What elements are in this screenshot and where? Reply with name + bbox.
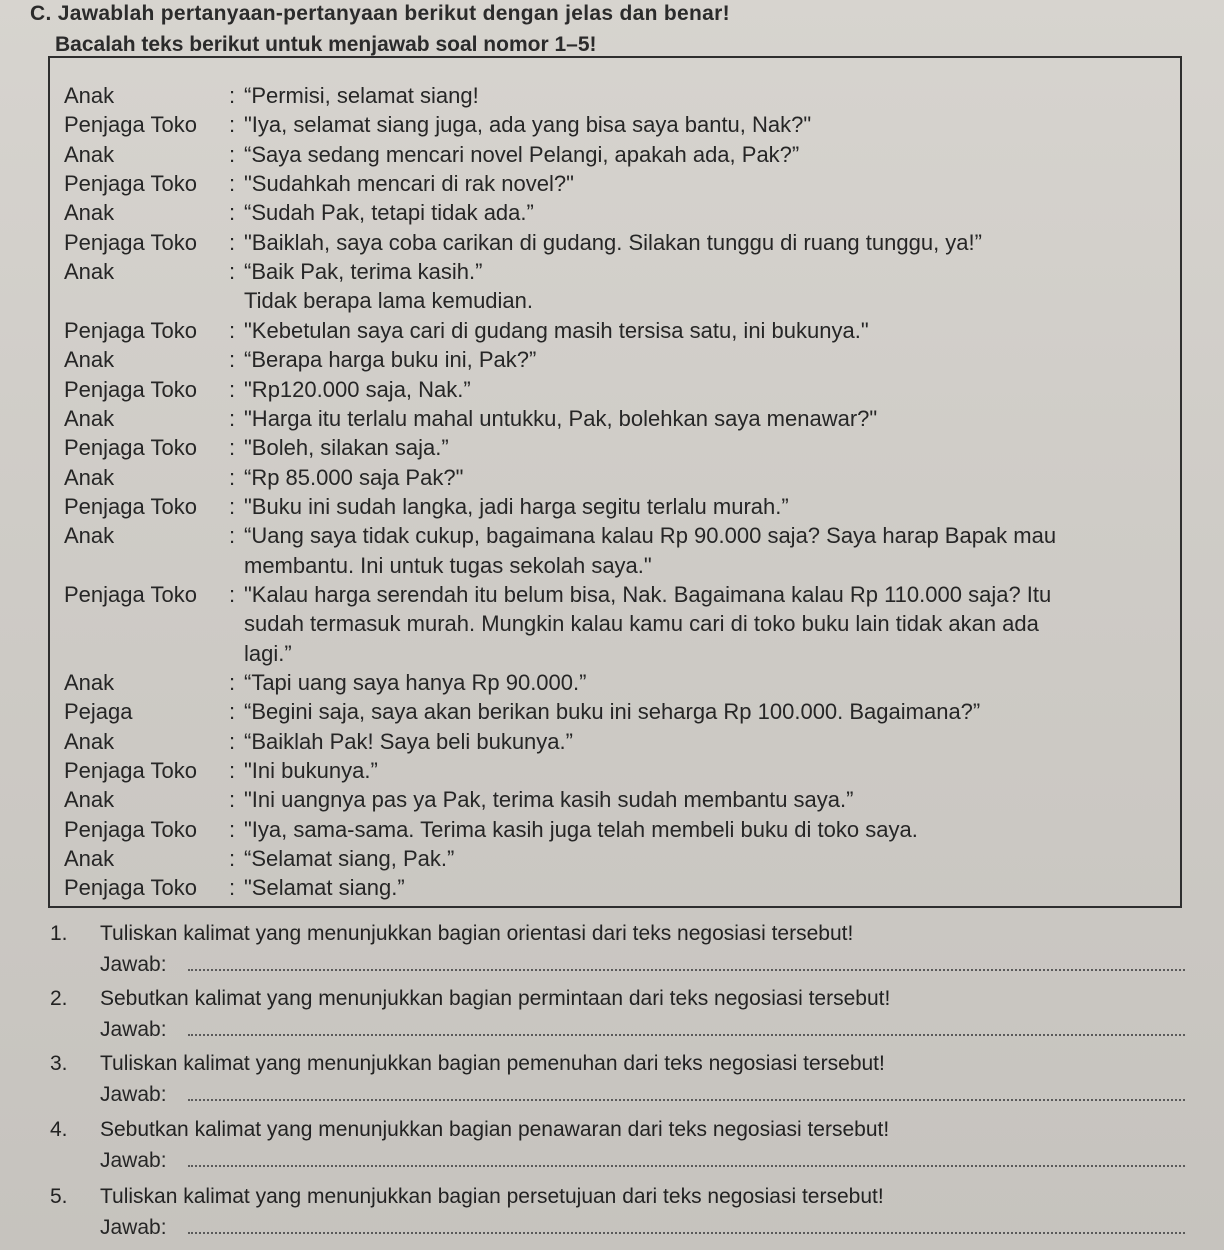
speaker-name: Anak bbox=[64, 200, 115, 226]
question-number: 3. bbox=[50, 1052, 68, 1075]
question-text: Sebutkan kalimat yang menunjukkan bagian permintaan dari teks negosiasi tersebut! bbox=[100, 987, 891, 1010]
dialog-line bbox=[64, 110, 1178, 139]
colon-separator: : bbox=[229, 846, 236, 872]
utterance-text: "Iya, selamat siang juga, ada yang bisa saya bantu, Nak?" bbox=[244, 112, 812, 138]
question-text: Sebutkan kalimat yang menunjukkan bagian penawaran dari teks negosiasi tersebut! bbox=[100, 1118, 890, 1141]
answer-field-3[interactable] bbox=[100, 1081, 1185, 1109]
dialog-line bbox=[64, 140, 1178, 169]
answer-field-4[interactable] bbox=[100, 1147, 1185, 1175]
colon-separator: : bbox=[229, 347, 236, 373]
utterance-text: “Baik Pak, terima kasih.” bbox=[244, 259, 483, 285]
speaker-name: Anak bbox=[64, 846, 115, 872]
speaker-name: Anak bbox=[64, 523, 115, 549]
utterance-text: “Berapa harga buku ini, Pak?” bbox=[244, 347, 537, 373]
dialog-line bbox=[64, 756, 1178, 785]
utterance-text: "Kebetulan saya cari di gudang masih tersisa satu, ini bukunya." bbox=[244, 317, 869, 343]
dialog-line bbox=[64, 433, 1178, 462]
question-number: 1. bbox=[50, 922, 68, 945]
question-text: Tuliskan kalimat yang menunjukkan bagian orientasi dari teks negosiasi tersebut! bbox=[100, 922, 854, 945]
answer-dotted-line[interactable] bbox=[188, 1232, 1185, 1234]
speaker-name: Penjaga Toko bbox=[64, 229, 197, 255]
colon-separator: : bbox=[229, 200, 236, 226]
dialog-line bbox=[64, 228, 1178, 257]
answer-label: Jawab: bbox=[100, 1149, 167, 1172]
speaker-name: Anak bbox=[64, 141, 115, 167]
speaker-name: Anak bbox=[64, 728, 115, 754]
dialog-line-continued bbox=[64, 609, 1178, 638]
dialog-line bbox=[64, 580, 1178, 609]
speaker-name: Anak bbox=[64, 405, 115, 431]
question-number: 2. bbox=[50, 987, 68, 1010]
colon-separator: : bbox=[229, 464, 236, 490]
utterance-text: "Boleh, silakan saja.” bbox=[244, 435, 449, 461]
colon-separator: : bbox=[229, 816, 236, 842]
question-text: Tuliskan kalimat yang menunjukkan bagian persetujuan dari teks negosiasi tersebut! bbox=[100, 1185, 884, 1208]
dialog-line bbox=[64, 81, 1178, 110]
speaker-name: Anak bbox=[64, 787, 115, 813]
answer-label: Jawab: bbox=[100, 1216, 167, 1239]
answer-dotted-line[interactable] bbox=[188, 1099, 1185, 1101]
dialog-line bbox=[64, 844, 1178, 873]
utterance-text: "Harga itu terlalu mahal untukku, Pak, bolehkan saya menawar?" bbox=[244, 405, 878, 431]
answer-dotted-line[interactable] bbox=[188, 1034, 1185, 1036]
colon-separator: : bbox=[229, 229, 236, 255]
speaker-name: Penjaga Toko bbox=[64, 581, 197, 607]
utterance-text: “Uang saya tidak cukup, bagaimana kalau Rp 90.000 saja? Saya harap Bapak mau bbox=[244, 523, 1057, 549]
speaker-name: Anak bbox=[64, 347, 115, 373]
dialog-line bbox=[64, 727, 1178, 756]
colon-separator: : bbox=[229, 435, 236, 461]
dialog-line bbox=[64, 257, 1178, 286]
question-number: 5. bbox=[50, 1185, 68, 1208]
answer-field-5[interactable] bbox=[100, 1214, 1185, 1242]
dialog-line bbox=[64, 404, 1178, 433]
speaker-name: Penjaga Toko bbox=[64, 317, 197, 343]
dialog-line bbox=[64, 316, 1178, 345]
utterance-text: "Buku ini sudah langka, jadi harga segitu terlalu murah.” bbox=[244, 493, 789, 519]
colon-separator: : bbox=[229, 787, 236, 813]
answer-dotted-line[interactable] bbox=[188, 969, 1185, 971]
utterance-text: "Sudahkah mencari di rak novel?" bbox=[244, 171, 574, 197]
speaker-name: Penjaga Toko bbox=[64, 875, 197, 901]
answer-field-1[interactable] bbox=[100, 951, 1185, 979]
utterance-text: sudah termasuk murah. Mungkin kalau kamu cari di toko buku lain tidak akan ada bbox=[244, 611, 1039, 637]
colon-separator: : bbox=[229, 171, 236, 197]
colon-separator: : bbox=[229, 670, 236, 695]
utterance-text: “Saya sedang mencari novel Pelangi, apakah ada, Pak?” bbox=[244, 141, 800, 167]
answer-field-2[interactable] bbox=[100, 1016, 1185, 1044]
colon-separator: : bbox=[229, 259, 236, 285]
colon-separator: : bbox=[229, 523, 236, 549]
colon-separator: : bbox=[229, 728, 236, 754]
dialog-line bbox=[64, 697, 1178, 726]
dialog-line-continued bbox=[64, 639, 1178, 668]
colon-separator: : bbox=[229, 112, 236, 138]
speaker-name: Penjaga Toko bbox=[64, 493, 197, 519]
utterance-text: "Baiklah, saya coba carikan di gudang. Silakan tunggu di ruang tunggu, ya!” bbox=[244, 229, 982, 255]
utterance-text: "Iya, sama-sama. Terima kasih juga telah membeli buku di toko saya. bbox=[244, 816, 918, 842]
speaker-name: Penjaga Toko bbox=[64, 112, 197, 138]
speaker-name: Anak bbox=[64, 259, 115, 285]
colon-separator: : bbox=[229, 317, 236, 343]
speaker-name: Penjaga Toko bbox=[64, 816, 197, 842]
section-title: C. Jawablah pertanyaan-pertanyaan berikut dengan jelas dan benar! bbox=[30, 2, 730, 25]
utterance-text: “Sudah Pak, tetapi tidak ada.” bbox=[244, 200, 534, 226]
utterance-text: "Selamat siang.” bbox=[244, 875, 405, 901]
dialog-line bbox=[64, 286, 1178, 315]
answer-label: Jawab: bbox=[100, 1018, 167, 1041]
dialog-line bbox=[64, 785, 1178, 814]
dialog-line bbox=[64, 873, 1178, 902]
utterance-text: lagi.” bbox=[244, 640, 292, 666]
question-number: 4. bbox=[50, 1118, 68, 1141]
speaker-name: Anak bbox=[64, 83, 115, 108]
dialog-line bbox=[64, 375, 1178, 404]
utterance-text: “Baiklah Pak! Saya beli bukunya.” bbox=[244, 728, 573, 754]
colon-separator: : bbox=[229, 376, 236, 402]
speaker-name: Penjaga Toko bbox=[64, 435, 197, 461]
utterance-text: "Ini bukunya.” bbox=[244, 758, 378, 784]
answer-label: Jawab: bbox=[100, 1083, 167, 1106]
utterance-text: “Tapi uang saya hanya Rp 90.000.” bbox=[244, 670, 587, 695]
utterance-text: "Kalau harga serendah itu belum bisa, Nak. Bagaimana kalau Rp 110.000 saja? Itu bbox=[244, 581, 1052, 607]
colon-separator: : bbox=[229, 141, 236, 167]
utterance-text: membantu. Ini untuk tugas sekolah saya." bbox=[244, 552, 652, 578]
answer-dotted-line[interactable] bbox=[188, 1165, 1185, 1167]
dialog-line bbox=[64, 463, 1178, 492]
dialog-line bbox=[64, 815, 1178, 844]
dialog-line-continued bbox=[64, 551, 1178, 580]
utterance-text: “Rp 85.000 saja Pak?" bbox=[244, 464, 464, 490]
reading-instruction: Bacalah teks berikut untuk menjawab soal nomor 1–5! bbox=[55, 33, 597, 56]
question-text: Tuliskan kalimat yang menunjukkan bagian pemenuhan dari teks negosiasi tersebut! bbox=[100, 1052, 885, 1075]
utterance-text: “Begini saja, saya akan berikan buku ini seharga Rp 100.000. Bagaimana?” bbox=[244, 699, 981, 725]
speaker-name: Penjaga Toko bbox=[64, 758, 197, 784]
colon-separator: : bbox=[229, 493, 236, 519]
colon-separator: : bbox=[229, 83, 236, 108]
speaker-name: Pejaga bbox=[64, 699, 133, 725]
narration-text: Tidak berapa lama kemudian. bbox=[244, 288, 534, 314]
speaker-name: Penjaga Toko bbox=[64, 376, 197, 402]
colon-separator: : bbox=[229, 405, 236, 431]
utterance-text: "Ini uangnya pas ya Pak, terima kasih sudah membantu saya.” bbox=[244, 787, 854, 813]
dialog-line bbox=[64, 492, 1178, 521]
answer-label: Jawab: bbox=[100, 953, 167, 976]
colon-separator: : bbox=[229, 875, 236, 901]
dialog-line bbox=[64, 345, 1178, 374]
dialog-line bbox=[64, 668, 1178, 697]
speaker-name: Penjaga Toko bbox=[64, 171, 197, 197]
utterance-text: “Permisi, selamat siang! bbox=[244, 83, 479, 108]
utterance-text: “Selamat siang, Pak.” bbox=[244, 846, 455, 872]
speaker-name: Anak bbox=[64, 670, 115, 695]
speaker-name: Anak bbox=[64, 464, 115, 490]
dialog-line bbox=[64, 169, 1178, 198]
colon-separator: : bbox=[229, 581, 236, 607]
dialog-line bbox=[64, 521, 1178, 550]
utterance-text: "Rp120.000 saja, Nak.” bbox=[244, 376, 471, 402]
dialog-line bbox=[64, 198, 1178, 227]
colon-separator: : bbox=[229, 758, 236, 784]
colon-separator: : bbox=[229, 699, 236, 725]
